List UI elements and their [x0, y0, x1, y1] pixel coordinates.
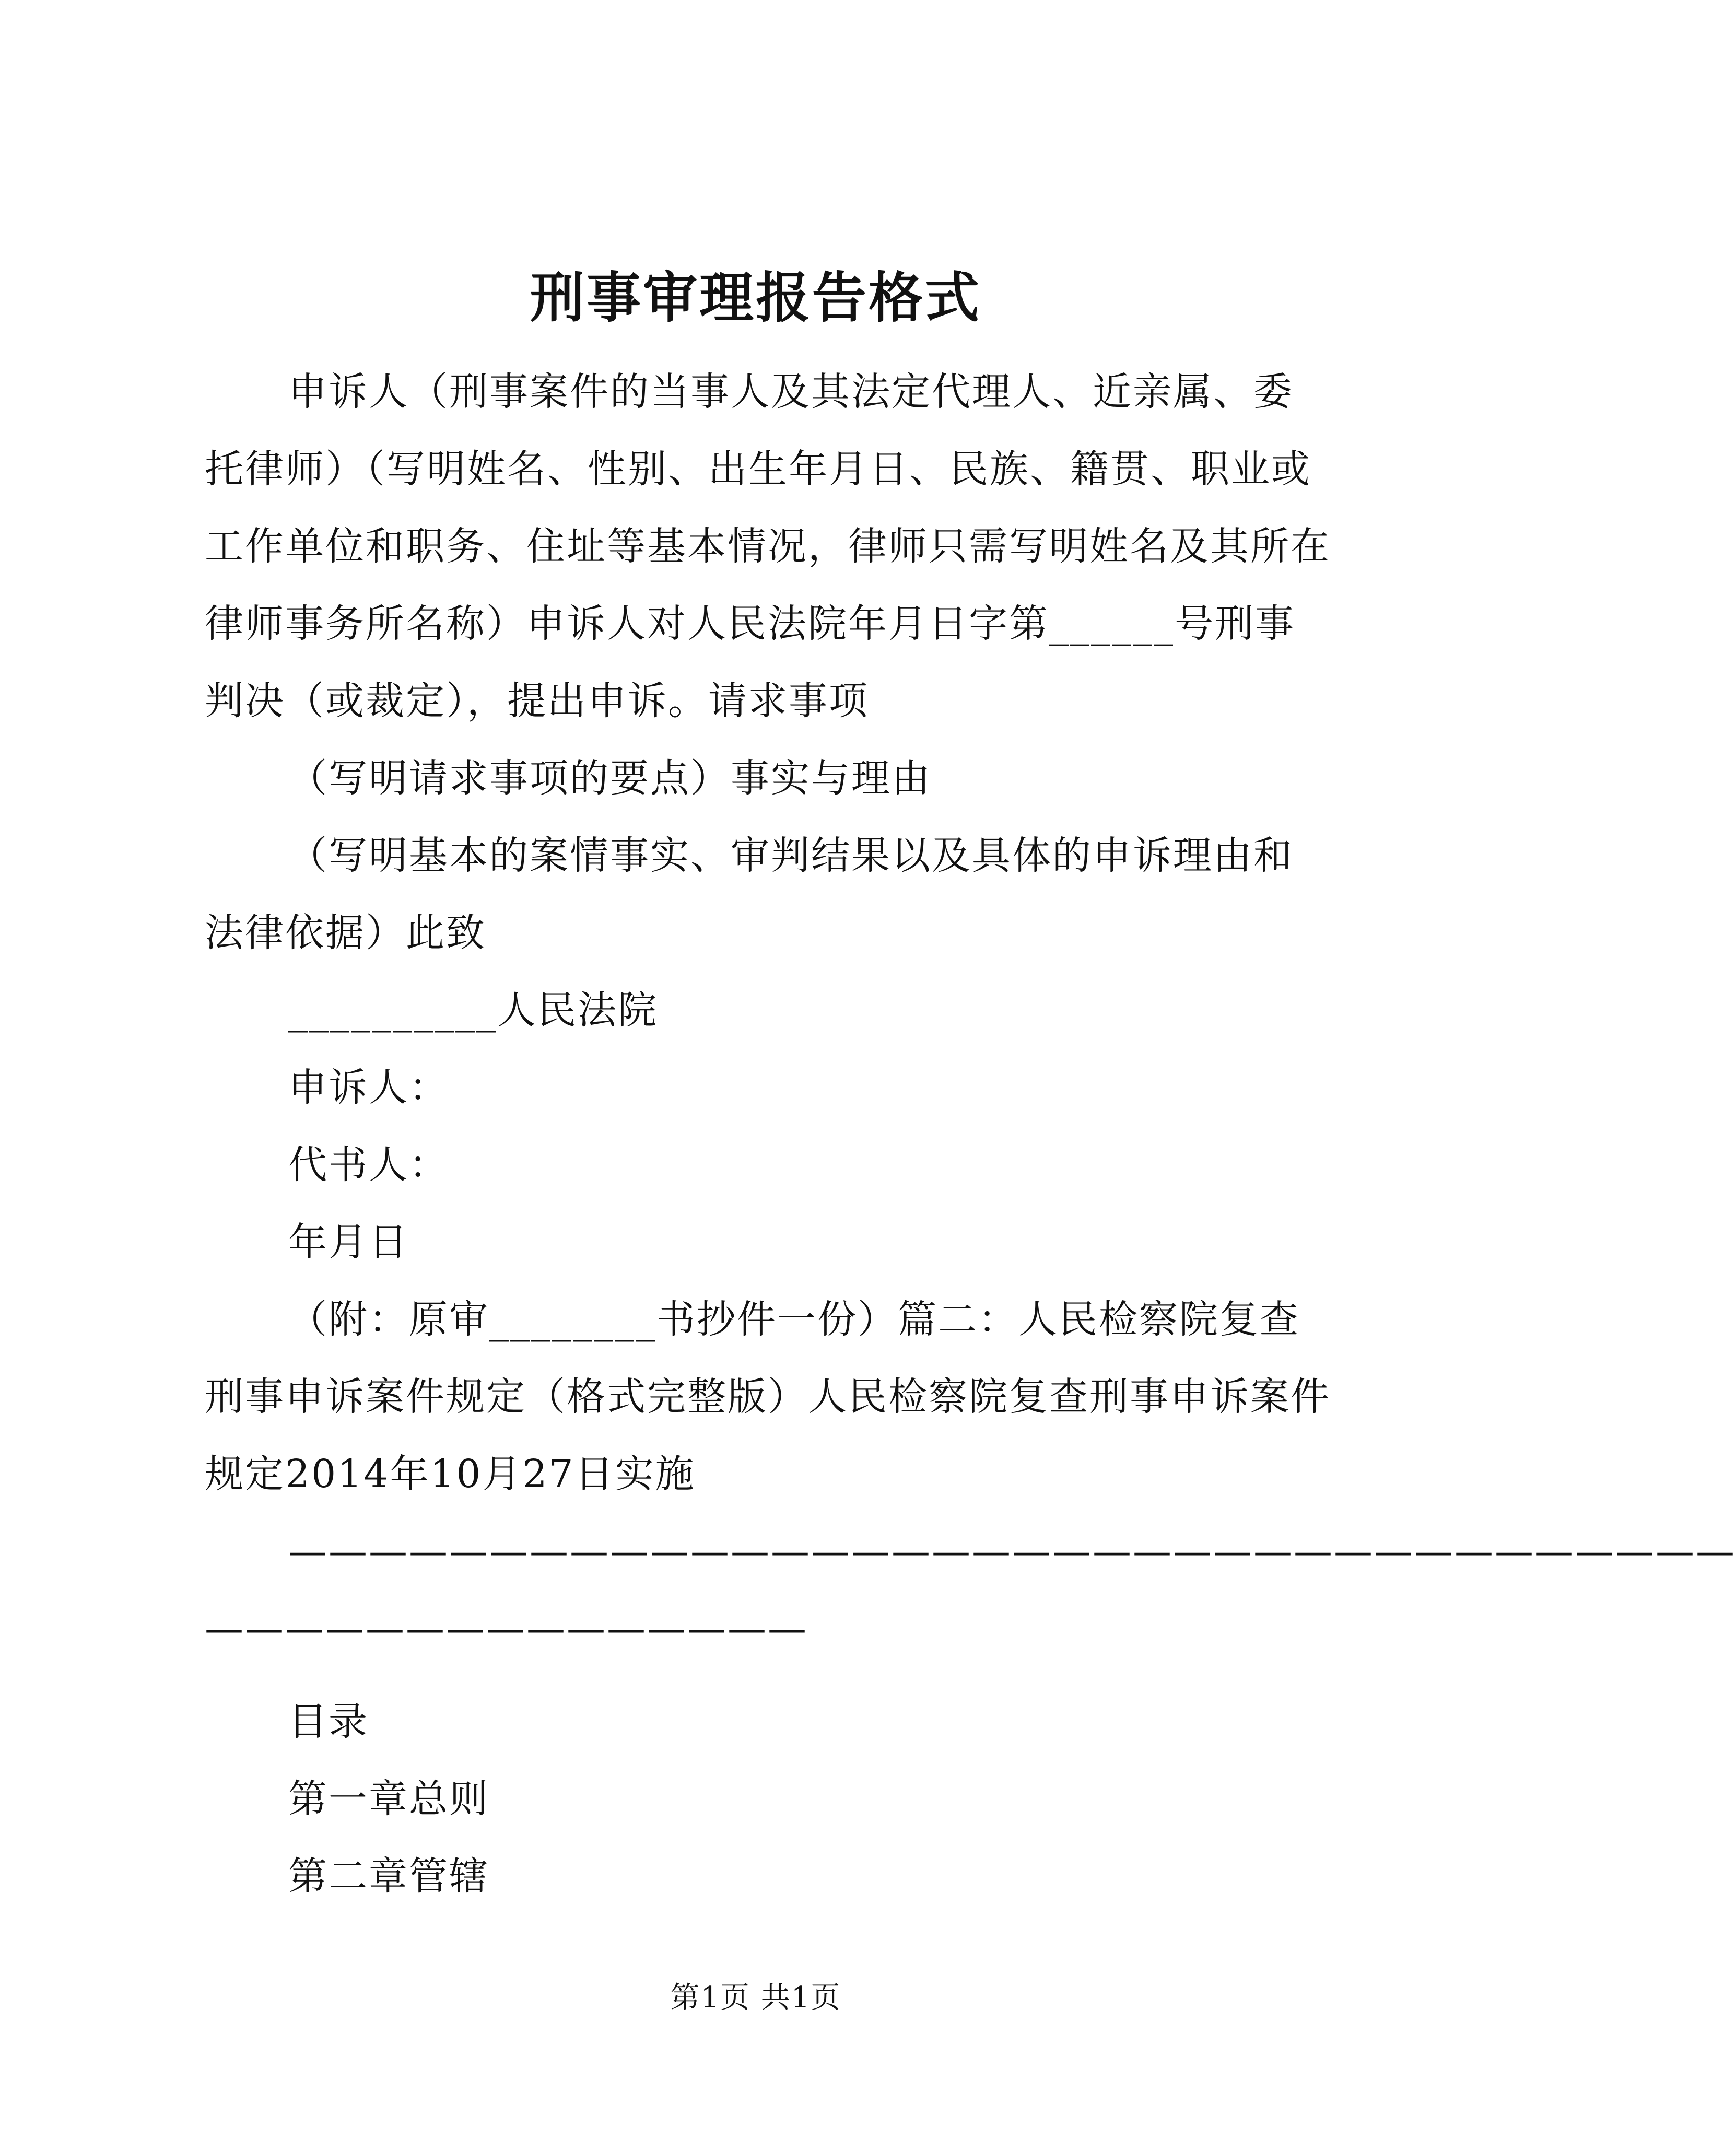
paragraph-appellant-sign: 申诉人： [288, 1065, 449, 1110]
paragraph-date: 年月日 [288, 1220, 409, 1265]
rule-line-1: ———————————————————————————————————— [288, 1529, 1736, 1574]
page-number-footer: 第1页 共1页 [670, 1981, 841, 2015]
paragraph-request-items: （写明请求事项的要点）事实与理由 [288, 756, 932, 801]
paragraph-attachment: （附：原审________书抄件一份）篇二：人民检察院复查刑事申诉案件规定（格式完整版）人民检察院复查刑事申诉案件规定2014年10月27日实施 [205, 1297, 1331, 1497]
rule-line-2: ——————————————— [205, 1606, 808, 1651]
contents-title: 目录 [288, 1699, 369, 1744]
chapter-item: 第一章总则 [288, 1777, 489, 1821]
paragraph-facts-reasons: （写明基本的案情事实、审判结果以及具体的申诉理由和法律依据）此致 [205, 833, 1294, 955]
paragraph-court-line: __________人民法院 [288, 988, 658, 1033]
chapter-item: 第二章管辖 [288, 1854, 489, 1899]
document-title: 刑事审理报告格式 [530, 265, 981, 330]
paragraph-appellant-info: 申诉人（刑事案件的当事人及其法定代理人、近亲属、委托律师）（写明姓名、性别、出生年月日、民族、籍贯、职业或工作单位和职务、住址等基本情况，律师只需写明姓名及其所在律师事务所名称）申诉人对人民法院年月日字第______号刑事判决（或裁定），提出申诉。请求事项 [205, 369, 1331, 723]
document-body [205, 353, 1736, 1915]
paragraph-scribe-sign: 代书人： [288, 1142, 449, 1187]
